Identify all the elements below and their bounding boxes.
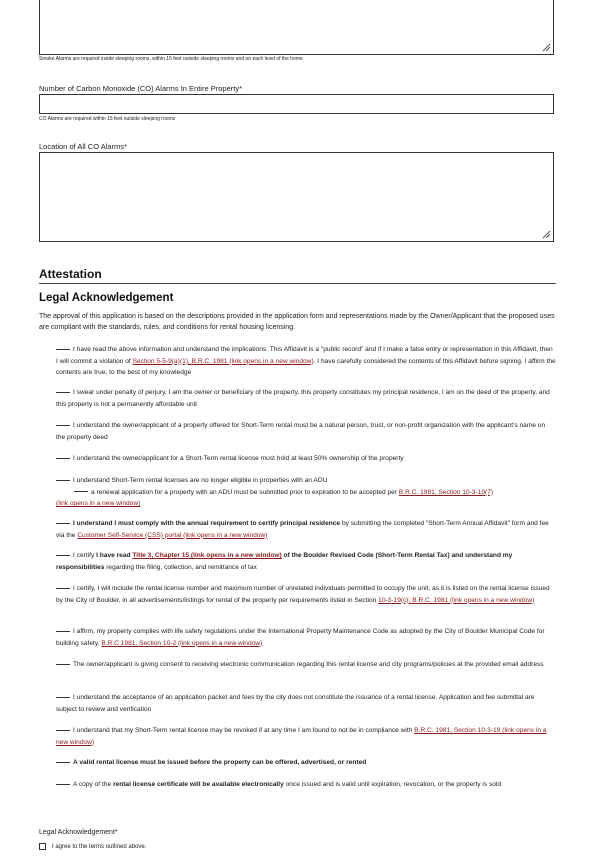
section-5-5-9-link[interactable]: Section 5-5-9(a)(1), B.R.C. 1981 (link opens in a new window) bbox=[132, 357, 314, 365]
dash-icon bbox=[56, 588, 70, 589]
list-item: I understand I must comply with the annual requirement to certify principal residence by submitting the completed "Short-Term Annual Affidavit" form and fee via the Customer Self-Service (CSS) portal (link opens in a new window) bbox=[56, 520, 549, 539]
dash-icon bbox=[56, 349, 70, 350]
legal-acknowledgement-heading: Legal Acknowledgement bbox=[39, 292, 174, 304]
co-location-label: Location of All CO Alarms* bbox=[39, 142, 127, 151]
dash-icon bbox=[56, 523, 70, 524]
section-10-3-19c-link[interactable]: 10-3-19(c), B.R.C. 1981 (link opens in a new window) bbox=[378, 596, 535, 604]
co-count-input[interactable] bbox=[39, 94, 554, 114]
dash-icon bbox=[56, 425, 70, 426]
legal-intro-text: The approval of this application is based on the descriptions provided in the application form and representations made by the Owner/Applicant that the proposed uses are compliant with the standards, rules, and conditions for rental housing licensing. bbox=[39, 313, 555, 331]
list-sub-item: a renewal application for a property with an ADU must be submitted prior to expiration to be accepted per B.R.C. 1981, Section 10-3-19(7) (link opens in a new window) bbox=[56, 488, 494, 507]
dash-icon bbox=[56, 631, 70, 632]
dash-icon bbox=[56, 697, 70, 698]
section-10-2-link[interactable]: B.R.C 1981, Section 10-2 (link opens in a new window) bbox=[101, 639, 263, 647]
list-item: I understand Short-Term rental licenses are no longer eligible in properties with an ADU a renewal application for a property with an ADU must be submitted prior to expiration to be accepted per B.R.C. 1981, Section 10-3-19(7) (link opens in a new window) bbox=[56, 475, 556, 510]
section-10-3-19-link[interactable]: B.R.C. 1981, Section 10-3-19 (link opens in a new window) bbox=[56, 727, 547, 746]
list-item: I understand the owner/applicant for a Short-Term rental license must hold at least 50% ownership of the property bbox=[56, 453, 556, 465]
attestation-heading: Attestation bbox=[39, 267, 102, 281]
dash-icon bbox=[56, 480, 70, 481]
dash-icon bbox=[56, 664, 70, 665]
agree-terms-label: I agree to the terms outlined above. bbox=[52, 843, 147, 850]
resize-grip-icon[interactable] bbox=[542, 43, 551, 52]
dash-icon bbox=[74, 491, 88, 492]
legal-acknowledgement-label: Legal Acknowledgement* bbox=[39, 829, 118, 836]
list-item: A copy of the rental license certificate will be available electronically once issued and is valid until expiration, revocation, or the property is sold bbox=[56, 779, 556, 791]
css-portal-link[interactable]: Customer Self-Service (CSS) portal (link opens in a new window) bbox=[77, 531, 268, 539]
dash-icon bbox=[56, 762, 70, 763]
dash-icon bbox=[56, 784, 70, 785]
co-count-help-text: CO Alarms are required within 15 feet outside sleeping rooms bbox=[39, 116, 176, 122]
list-item: I affirm, my property complies with life safety regulations under the International Property Maintenance Code as adopted by the City of Boulder Municipal Code for building safety. B.R.C 1981, Section 10-2 (link opens in a new window) bbox=[56, 628, 545, 647]
list-item: A valid rental license must be issued before the property can be offered, advertised, or rented bbox=[56, 757, 556, 769]
attestation-divider bbox=[39, 283, 556, 284]
smoke-alarm-help-text: Smoke Alarms are required inside sleeping rooms, within 15 feet outside sleeping rooms and on each level of the home bbox=[39, 56, 303, 62]
dash-icon bbox=[56, 458, 70, 459]
dash-icon bbox=[56, 392, 70, 393]
agree-terms-option[interactable] bbox=[39, 843, 146, 850]
list-item: I certify I have read Title 3, Chapter 15 (link opens in a new window) of the Boulder Revised Code (Short-Term Rental Tax) and understand my responsibilities regarding the filing, collection, and remittance of tax bbox=[56, 552, 513, 571]
list-item: I have read the above information and understand the implications. This Affidavit is a "public record" and if I make a false entry or representation in this Affidavit, then I will commit a violation of Section 5-5-9(a)(1), B.R.C. 1981 (link opens in a new window). I have carefully considered the contents of this Affidavit before signing. I affirm the contents are true, to the best of my knowledge bbox=[56, 346, 556, 376]
list-item: I understand that my Short-Term rental license may be revoked if at any time I am found to not be in compliance with B.R.C. 1981, Section 10-3-19 (link opens in a new window) bbox=[56, 727, 547, 746]
resize-grip-icon[interactable] bbox=[542, 230, 551, 239]
dash-icon bbox=[56, 730, 70, 731]
co-count-label: Number of Carbon Monoxide (CO) Alarms In Entire Property* bbox=[39, 84, 242, 93]
section-10-3-19-7-link[interactable]: B.R.C. 1981, Section 10-3-19(7) bbox=[398, 488, 494, 496]
list-item: I understand the acceptance of an application packet and fees by the city does not constitute the issuance of a rental license. Application and fee submittal are subject to review and verification bbox=[56, 694, 535, 713]
list-item: The owner/applicant is giving consent to receiving electronic communication regarding this rental license and city programs/policies at the provided email address bbox=[56, 659, 556, 671]
list-item: I certify, I will include the rental license number and maximum number of unrelated individuals permitted to occupy the unit, as it is listed on the rental license issued by the City of Boulder, in all advertisements/listings for rental of the property per requirements listed in Section 10-3-19(c), B.R.C. 1981 (link opens in a new window) bbox=[56, 585, 550, 604]
smoke-alarm-location-textarea[interactable] bbox=[39, 0, 554, 55]
title-3-chapter-15-link[interactable]: Title 3, Chapter 15 (link opens in a new window) bbox=[132, 552, 282, 559]
co-location-textarea[interactable] bbox=[39, 152, 554, 242]
dash-icon bbox=[56, 555, 70, 556]
section-10-3-19-7-new-window-link[interactable]: (link opens in a new window) bbox=[56, 500, 141, 507]
list-item: I swear under penalty of perjury, I am the owner or beneficiary of the property, this property constitutes my principal residence, I am on the deed of the property, and this property is not a permanently affordable unit bbox=[56, 389, 550, 408]
list-item: I understand the owner/applicant of a property offered for Short-Term rental must be a natural person, trust, or non-profit organization with the applicant's name on the property deed bbox=[56, 422, 546, 441]
agree-terms-checkbox[interactable] bbox=[39, 843, 46, 850]
